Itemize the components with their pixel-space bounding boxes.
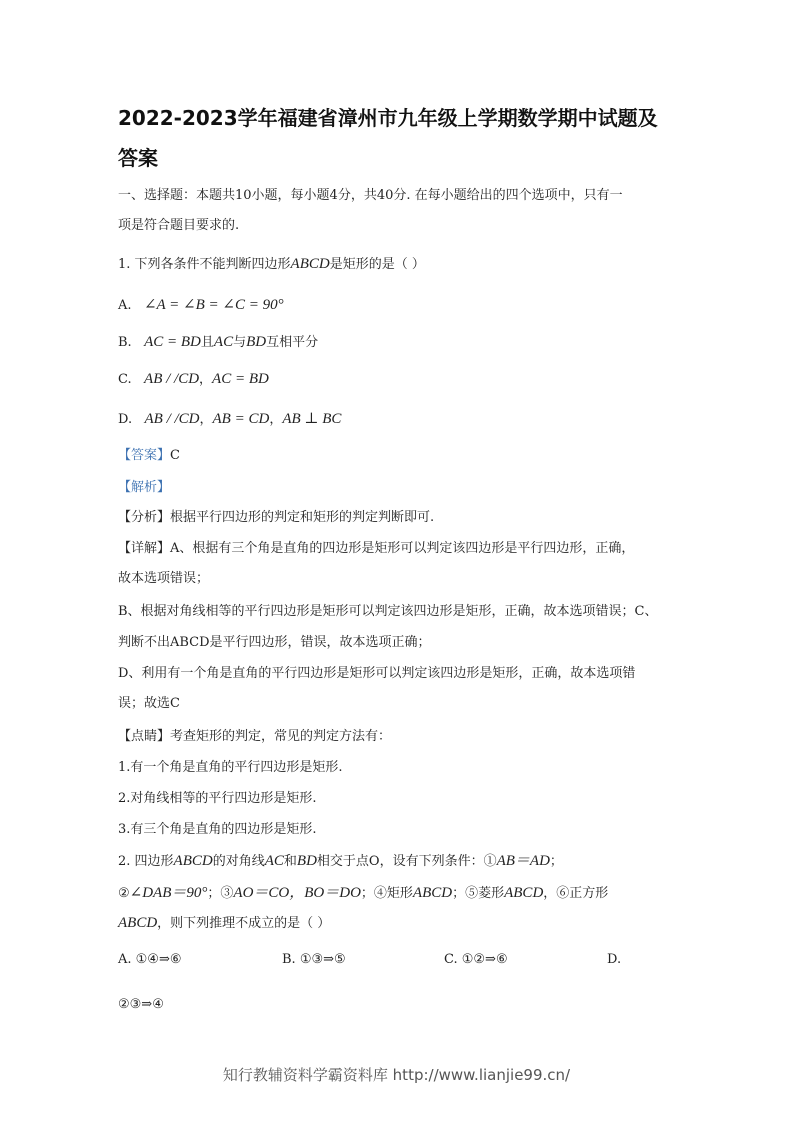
q2-l3-math-1: ABCD <box>118 915 158 931</box>
q2-l1-math-2: AC <box>264 853 284 869</box>
q2-l1-math-1: ABCD <box>173 853 213 869</box>
q1-option-b-math-1: AC = BD <box>144 334 201 350</box>
q1-xiangjie-line-1: 【详解】A、根据有三个角是直角的四边形是矩形可以判定该四边形是平行四边形，正确， <box>118 541 635 556</box>
answer-tag: 【答案】 <box>118 448 171 463</box>
q1-option-d-sep-1: ， <box>199 412 213 427</box>
q2-l1-text-4: 相交于点O，设有下列条件：① <box>316 854 497 869</box>
q2-l2-math-4: ABCD <box>504 885 544 901</box>
q1-option-b-text-2: 与 <box>233 335 247 350</box>
q1-option-c-label: C. <box>118 372 132 387</box>
q2-l2-text-5: ，⑥正方形 <box>543 886 609 901</box>
q2-option-d: D. <box>607 952 622 967</box>
q1-option-a-label: A. <box>118 298 132 313</box>
q1-option-b-text-1: 且 <box>200 335 214 350</box>
q2-l1-text-1: 2. 四边形 <box>118 854 174 869</box>
q1-option-c-math-1: AB / /CD <box>144 371 200 387</box>
q2-l1-text-3: 和 <box>283 854 297 869</box>
q2-option-c: C. ①②⇒⑥ <box>444 952 508 967</box>
q2-l3-text-1: ，则下列推理不成立的是（ ） <box>157 916 331 931</box>
q2-l2-text-3: ；④矩形 <box>360 886 413 901</box>
q2-option-a: A. ①④⇒⑥ <box>118 952 182 967</box>
analysis-tag: 【解析】 <box>118 480 171 495</box>
q1-option-c-sep: ， <box>199 372 213 387</box>
q1-xiangjie-line-5: D、利用有一个角是直角的平行四边形是矩形可以判定该四边形是矩形，正确，故本选项错 <box>118 666 636 681</box>
document-title-line-1: 2022-2023学年福建省漳州市九年级上学期数学期中试题及 <box>118 106 658 130</box>
q1-dianjing: 【点睛】考查矩形的判定，常见的判定方法有： <box>118 729 392 744</box>
q1-option-b-math-3: BD <box>246 334 267 350</box>
q2-l1-text-5: ； <box>549 854 563 869</box>
q1-option-b-text-3: 互相平分 <box>266 335 319 350</box>
section-intro-line-1: 一、选择题：本题共10小题，每小题4分，共40分. 在每小题给出的四个选项中，只有一 <box>118 188 623 203</box>
q1-option-b-label: B. <box>118 335 132 350</box>
q1-option-d-sep-2: ， <box>269 412 283 427</box>
q2-l2-text-4: ；⑤菱形 <box>452 886 505 901</box>
q1-option-d <box>118 410 341 429</box>
q1-point-2: 2.对角线相等的平行四边形是矩形. <box>118 791 317 806</box>
q2-l1-text-2: 的对角线 <box>212 854 265 869</box>
q1-answer <box>118 447 180 465</box>
q1-xiangjie-line-4: 判断不出ABCD是平行四边形，错误，故本选项正确； <box>118 635 431 650</box>
q1-stem-post: 是矩形的是（ ） <box>329 257 425 272</box>
q1-point-1: 1.有一个角是直角的平行四边形是矩形. <box>118 760 343 775</box>
q2-stem-line-2 <box>118 884 608 903</box>
q1-stem-math: ABCD <box>290 256 330 272</box>
q1-option-d-math-3: AB ⊥ BC <box>282 411 342 427</box>
q1-option-b <box>118 333 318 352</box>
q2-l2-text-2: ；③ <box>207 886 234 901</box>
q1-fenxi: 【分析】根据平行四边形的判定和矩形的判定判断即可. <box>118 510 435 525</box>
q1-option-b-math-2: AC <box>213 334 234 350</box>
q1-option-d-math-1: AB / /CD <box>144 411 200 427</box>
q2-l1-math-3: BD <box>296 853 317 869</box>
q2-option-b: B. ①③⇒⑤ <box>282 952 346 967</box>
q1-option-d-math-2: AB = CD <box>212 411 270 427</box>
q1-option-a-math: ∠A = ∠B = ∠C = 90° <box>143 297 284 313</box>
document-title-line-2: 答案 <box>118 146 158 170</box>
q2-stem-line-1 <box>118 852 563 871</box>
q1-point-3: 3.有三个角是直角的四边形是矩形. <box>118 822 317 837</box>
q1-stem <box>118 255 425 274</box>
q2-option-d-content: ②③⇒④ <box>118 997 164 1012</box>
q1-stem-pre: 1. 下列各条件不能判断四边形 <box>118 257 291 272</box>
q2-l1-math-4: AB＝AD <box>496 853 550 869</box>
q2-l2-text-1: ② <box>118 886 130 901</box>
q1-option-a <box>118 296 284 315</box>
q1-xiangjie-line-6: 误；故选C <box>118 696 180 711</box>
q1-option-c <box>118 370 269 389</box>
answer-value: C <box>170 448 180 463</box>
q1-option-c-math-2: AC = BD <box>212 371 269 387</box>
q1-option-d-label: D. <box>118 412 133 427</box>
footer-watermark: 知行教辅资料学霸资料库 http://www.lianjie99.cn/ <box>222 1066 571 1084</box>
section-intro-line-2: 项是符合题目要求的. <box>118 218 240 233</box>
q1-xiangjie-line-2: 故本选项错误； <box>118 571 210 586</box>
q2-l2-math-3: ABCD <box>412 885 453 901</box>
q2-l2-math-2: AO＝CO，BO＝DO <box>233 885 361 901</box>
q2-stem-line-3 <box>118 914 330 933</box>
q1-xiangjie-line-3: B、根据对角线相等的平行四边形是矩形可以判定该四边形是矩形，正确，故本选项错误；C、 <box>118 604 658 619</box>
q2-l2-math-1: ∠DAB＝90° <box>129 885 208 901</box>
